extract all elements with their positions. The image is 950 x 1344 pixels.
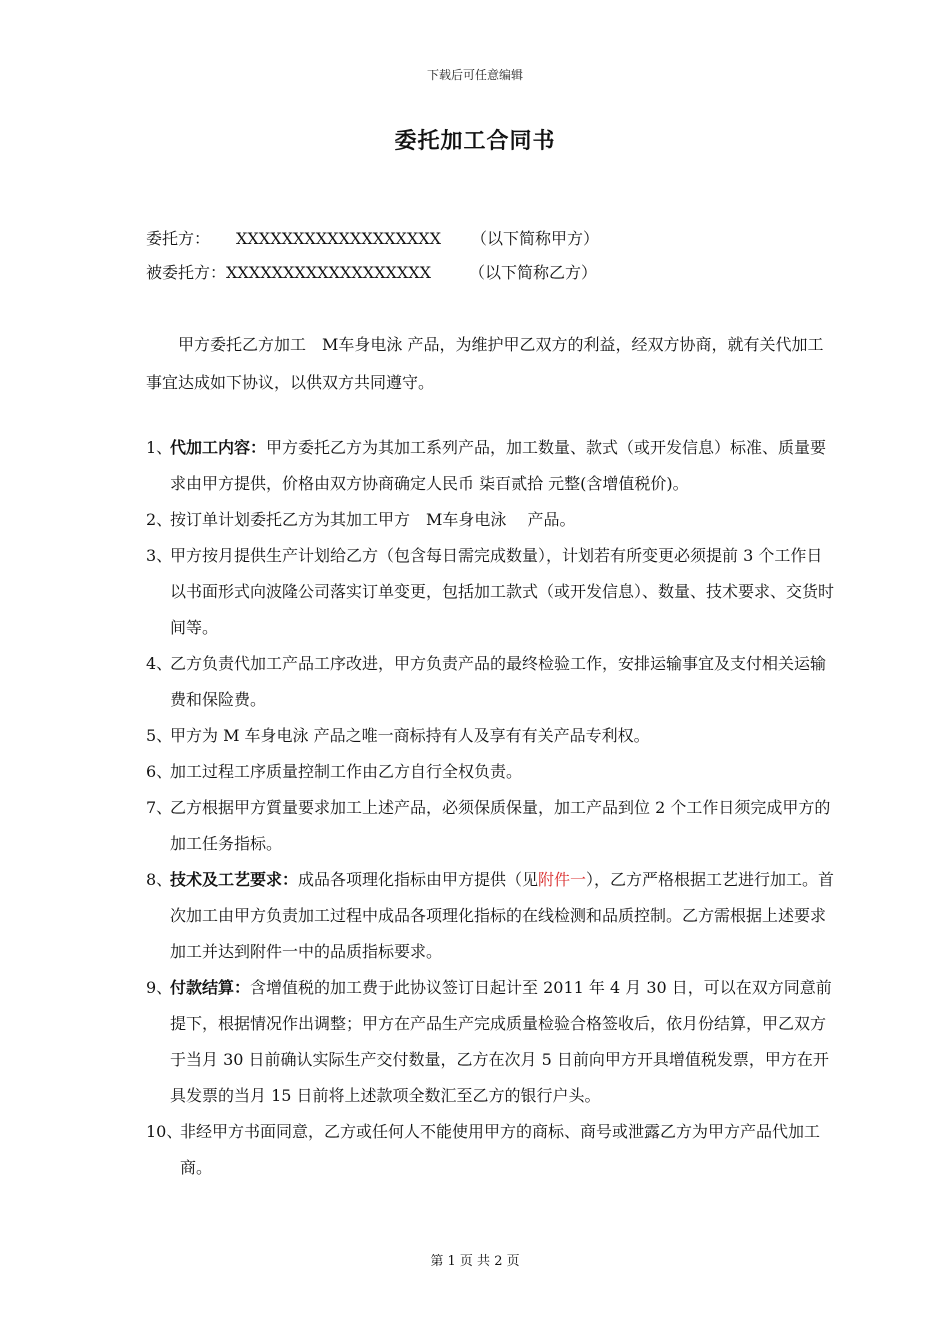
clause-text: 非经甲方书面同意，乙方或任何人不能使用甲方的商标、商号或泄露乙方为甲方产品代加工商。: [180, 1122, 821, 1177]
clause-text: 甲方为 M 车身电泳 产品之唯一商标持有人及享有有关产品专利权。: [170, 726, 650, 745]
clause-text: 乙方负责代加工产品工序改进，甲方负责产品的最终检验工作，安排运输事宜及支付相关运输费和保险费。: [170, 654, 827, 709]
clause-number: 9、: [146, 978, 173, 997]
clause-number: 10、: [146, 1122, 183, 1141]
clause-10: [146, 1114, 836, 1186]
clause-number: 6、: [146, 762, 173, 781]
clause-number: 1、: [146, 438, 173, 457]
clause-heading: 付款结算：: [170, 978, 251, 997]
clause-8: [146, 862, 836, 970]
clause-1: [146, 430, 836, 502]
client-alias: （以下简称甲方）: [471, 229, 600, 248]
attachment-reference: 附件一: [538, 870, 587, 889]
clause-number: 8、: [146, 870, 173, 889]
clause-4: [146, 646, 836, 718]
contractor-name: XXXXXXXXXXXXXXXXXX: [226, 263, 432, 282]
clause-text: 加工过程工序质量控制工作由乙方自行全权负责。: [170, 762, 523, 781]
clause-5: [146, 718, 836, 754]
contractor-alias: （以下简称乙方）: [469, 263, 598, 282]
clause-number: 7、: [146, 798, 173, 817]
page-footer: 第 1 页 共 2 页: [430, 1254, 520, 1269]
contractor-label: 被委托方：: [146, 263, 227, 282]
clause-2: [146, 502, 836, 538]
clause-number: 4、: [146, 654, 173, 673]
clause-3: [146, 538, 836, 646]
clause-text: 按订单计划委托乙方为其加工甲方 M车身电泳 产品。: [170, 510, 576, 529]
clause-text: 甲方按月提供生产计划给乙方（包含每日需完成数量），计划若有所变更必须提前 3 个工作日以书面形式向波隆公司落实订单变更，包括加工款式（或开发信息）、数量、技术要求、交货时间等。: [170, 546, 835, 637]
clause-number: 3、: [146, 546, 173, 565]
clause-text: 含增值税的加工费于此协议签订日起计至 2011 年 4 月 30 日，可以在双方同意前提下，根据情况作出调整；甲方在产品生产完成质量检验合格签收后，依月份结算，甲乙双方于当月 30 日前确认实际生产交付数量，乙方在次月 5 日前向甲方开具增值税发票，甲方在开具发票的当月 15 日前将上述款项全数汇至乙方的银行户头。: [170, 978, 832, 1105]
clause-heading: 技术及工艺要求：: [170, 870, 299, 889]
contractor-party-line: [146, 260, 597, 283]
clause-text: 甲方委托乙方为其加工系列产品，加工数量、款式（或开发信息）标准、质量要求由甲方提供，价格由双方协商确定人民币 柒百贰拾 元整(含增值税价)。: [170, 438, 827, 493]
clause-number: 2、: [146, 510, 173, 529]
clause-6: [146, 754, 836, 790]
clause-text-continued: ），乙方严格根据工艺进行加工。首次加工由甲方负责加工过程中成品各项理化指标的在线检测和品质控制。乙方需根据上述要求加工并达到附件一中的品质指标要求。: [170, 870, 835, 961]
header-note: 下载后可任意编辑: [426, 68, 523, 82]
clause-text: 乙方根据甲方質量要求加工上述产品，必须保质保量，加工产品到位 2 个工作日须完成甲方的加工任务指标。: [170, 798, 831, 853]
clause-7: [146, 790, 836, 862]
document-title: 委托加工合同书: [394, 128, 556, 154]
intro-paragraph: 甲方委托乙方加工 M车身电泳 产品，为维护甲乙双方的利益，经双方协商，就有关代加工事宜达成如下协议，以供双方共同遵守。: [146, 335, 824, 392]
clause-list: [146, 430, 836, 1186]
client-party-line: [146, 226, 599, 249]
client-name: XXXXXXXXXXXXXXXXXX: [236, 229, 442, 248]
clause-number: 5、: [146, 726, 173, 745]
clause-heading: 代加工内容：: [170, 438, 267, 457]
client-label: 委托方：: [146, 229, 211, 248]
clause-text: 成品各项理化指标由甲方提供（见: [298, 870, 539, 889]
clause-9: [146, 970, 836, 1114]
